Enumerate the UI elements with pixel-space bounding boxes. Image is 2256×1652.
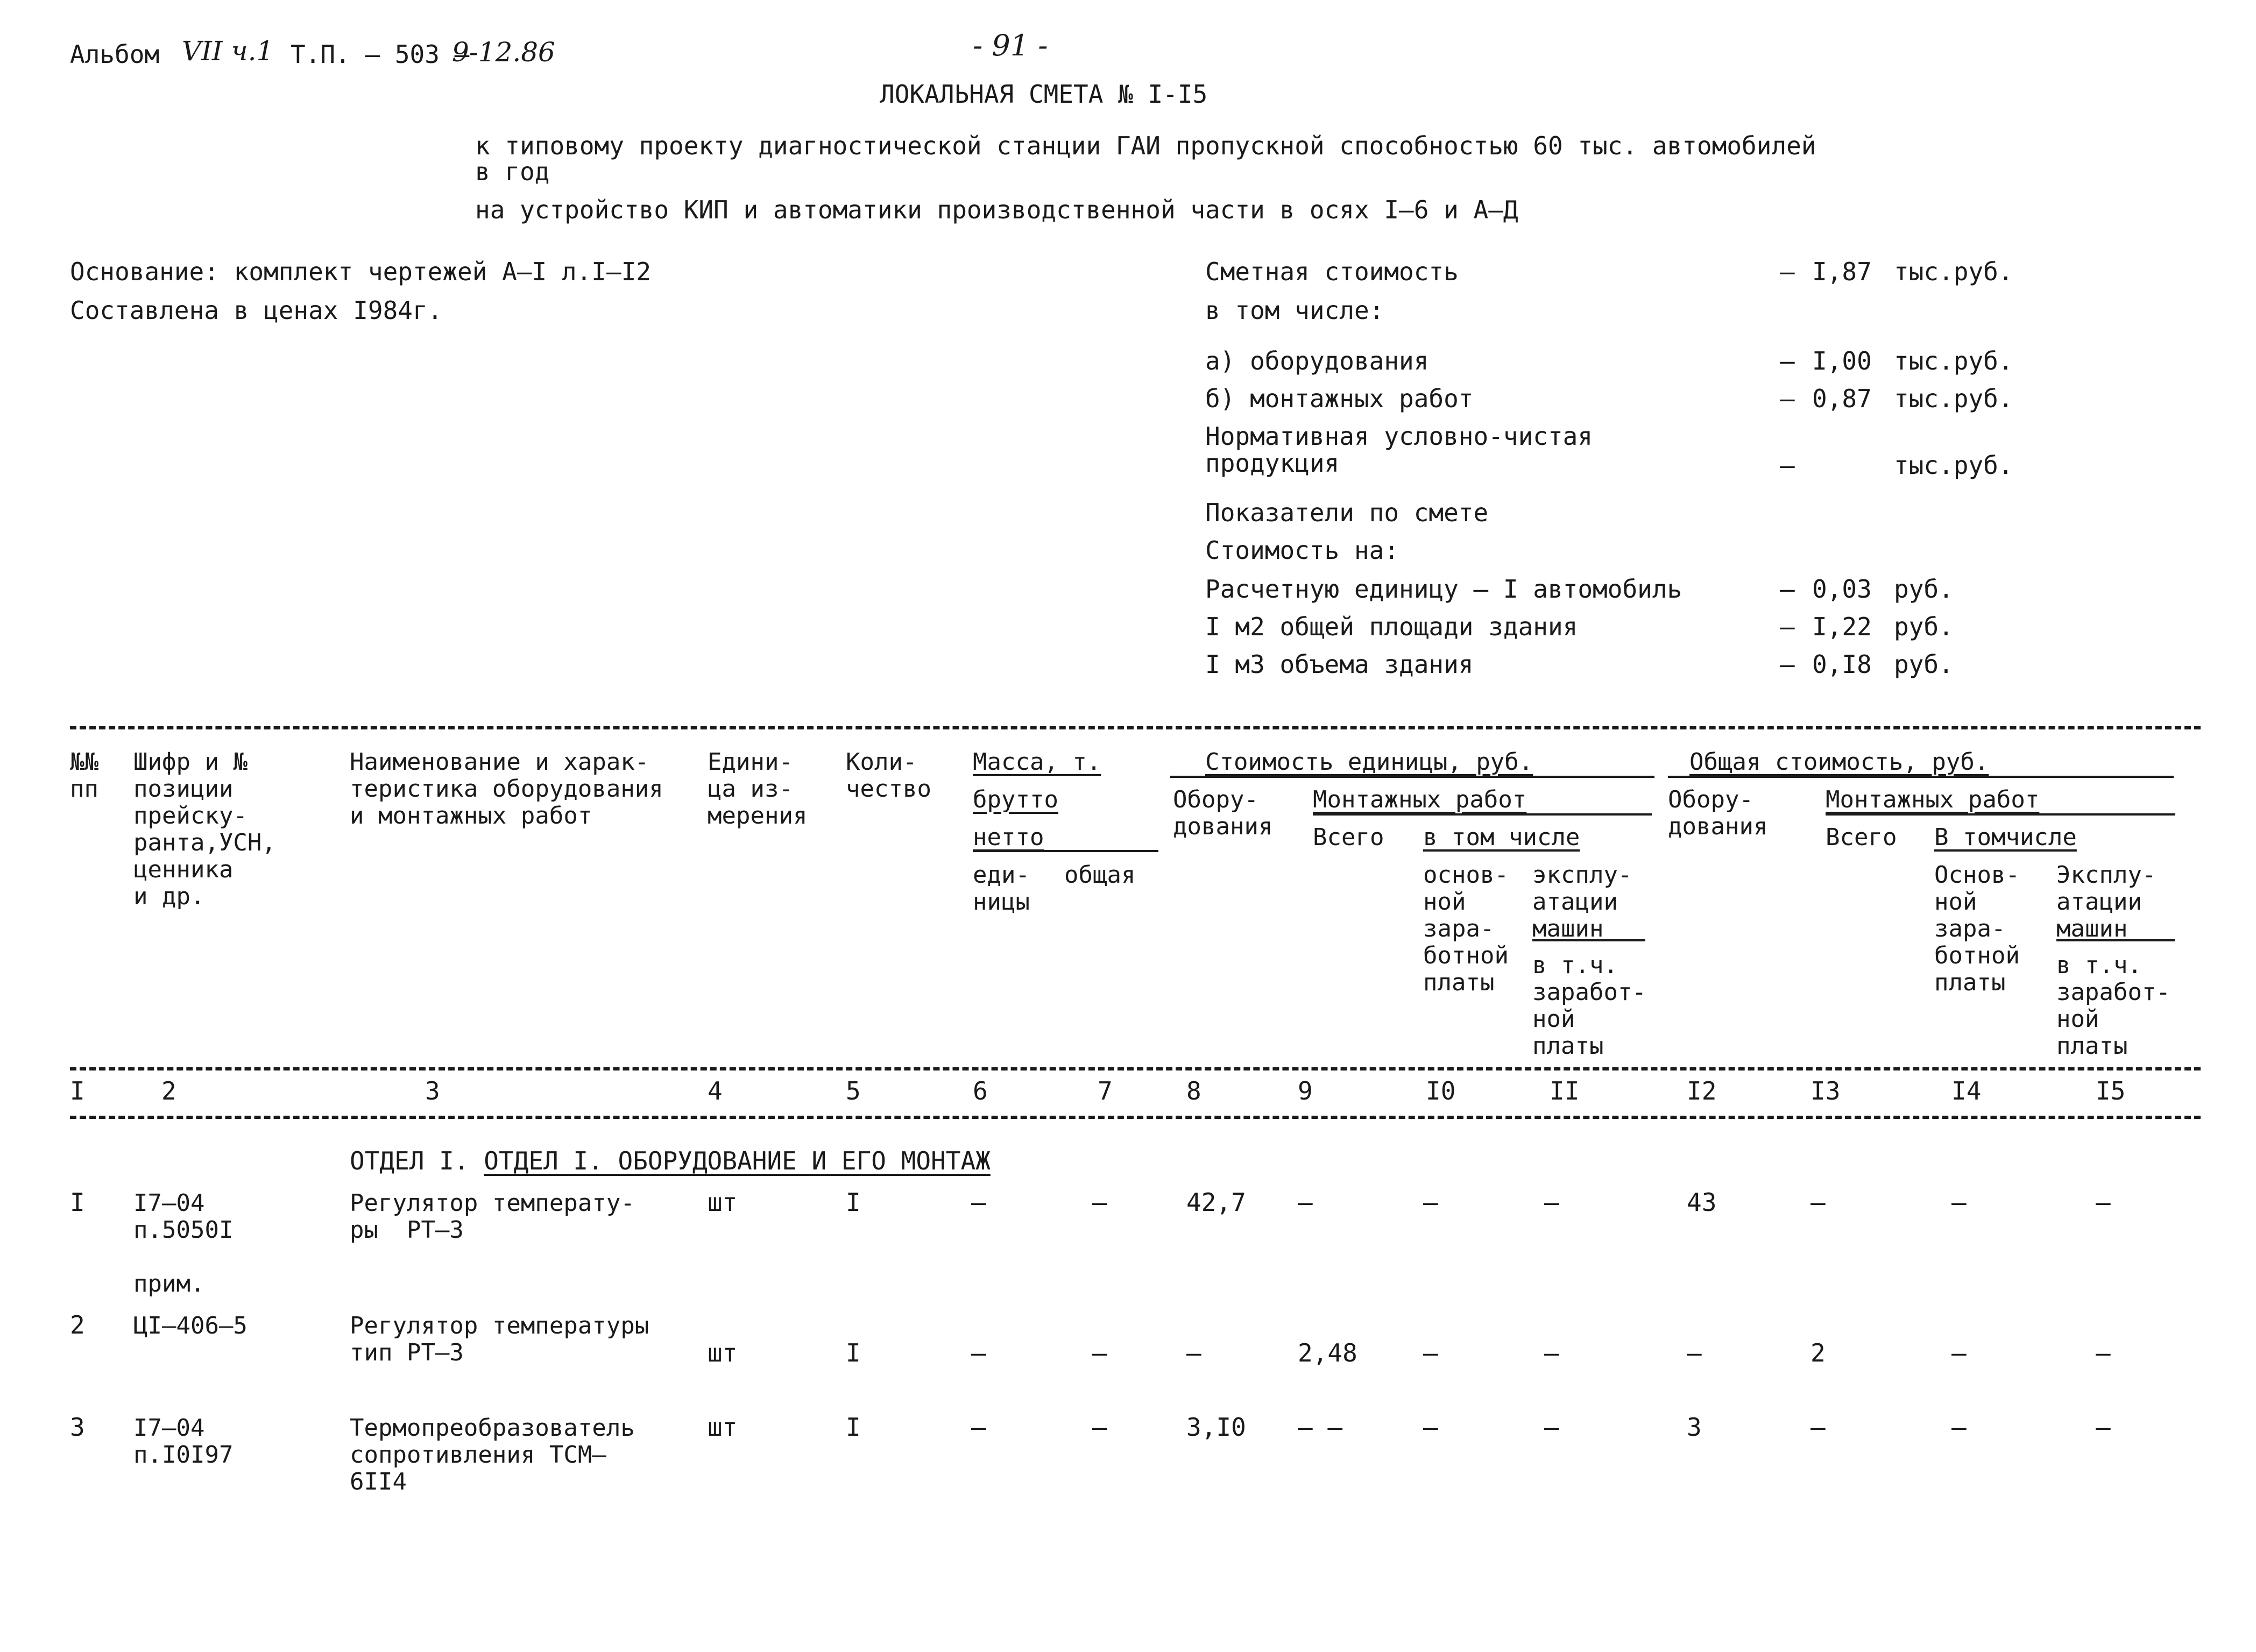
row-machines-total: – <box>2096 1413 2111 1442</box>
column-number: I5 <box>2096 1076 2126 1105</box>
row-base-pay-total: – <box>1951 1413 1967 1442</box>
column-number: I3 <box>1811 1076 1841 1105</box>
mounting-rule <box>1313 813 1652 816</box>
row-quantity: I <box>846 1338 861 1367</box>
row-number: 2 <box>70 1310 85 1339</box>
row-machines-total: – <box>2096 1188 2111 1217</box>
header-netto: нетто <box>973 824 1044 851</box>
row-code: I7–04 п.I0I97 <box>133 1414 234 1469</box>
summary-unit: руб. <box>1894 612 1954 641</box>
summary-label: Расчетную единицу – I автомобиль <box>1205 575 1682 604</box>
row-base-pay: – <box>1423 1338 1438 1367</box>
column-number: 4 <box>708 1076 723 1105</box>
column-number: 9 <box>1298 1076 1313 1105</box>
row-mounting-total: – <box>1811 1413 1826 1442</box>
row-mass-unit: – <box>971 1338 986 1367</box>
project-line-1: к типовому проекту диагностической станции ГАИ пропускной способностью 60 тыс. автомобилей <box>475 131 1816 160</box>
row-mass-total: – <box>1092 1188 1107 1217</box>
summary-label: а) оборудования <box>1205 346 1429 375</box>
header-mounting: Монтажных работ <box>1313 786 1527 813</box>
header-base-pay: основ- ной зара- ботной платы <box>1423 861 1509 996</box>
row-base-pay-total: – <box>1951 1338 1967 1367</box>
summary-dash: – <box>1780 451 1795 480</box>
row-mounting-total: – <box>1811 1188 1826 1217</box>
header-mass-unit: еди- ницы <box>973 861 1030 916</box>
row-mass-unit: – <box>971 1188 986 1217</box>
row-base-pay-total: – <box>1951 1188 1967 1217</box>
column-number: 7 <box>1098 1076 1113 1105</box>
row-equipment-total: – <box>1687 1338 1702 1367</box>
header-base-pay-total: Основ- ной зара- ботной платы <box>1934 861 2020 996</box>
row-number: 3 <box>70 1413 85 1442</box>
mounting-total-rule <box>1826 813 2175 816</box>
summary-label: б) монтажных работ <box>1205 384 1474 413</box>
summary-unit: тыс.руб. <box>1894 257 2013 286</box>
column-number: I0 <box>1426 1076 1456 1105</box>
summary-value: 0,87 <box>1812 384 1872 413</box>
document-title: ЛОКАЛЬНАЯ СМЕТА № I-I5 <box>880 80 1208 109</box>
summary-label: в том числе: <box>1205 296 1384 325</box>
album-label: Альбом <box>70 40 160 69</box>
row-machines-total: – <box>2096 1338 2111 1367</box>
row-equipment-total: 3 <box>1687 1413 1702 1442</box>
summary-label: Сметная стоимость <box>1205 257 1459 286</box>
header-total-cost: Общая стоимость, руб. <box>1689 748 1989 776</box>
row-base-pay: – <box>1423 1413 1438 1442</box>
header-unit-cost: Стоимость единицы, руб. <box>1205 748 1533 776</box>
mass-rule <box>973 850 1158 852</box>
header-mass: Масса, т. <box>973 748 1101 776</box>
summary-label: I м3 объема здания <box>1205 650 1474 679</box>
total-cost-rule <box>1668 776 2174 778</box>
summary-unit: руб. <box>1894 575 1954 604</box>
row-equipment-cost: 42,7 <box>1186 1188 1246 1217</box>
header-brutto: брутто <box>973 786 1058 813</box>
header-equipment-total: Обору- дования <box>1668 786 1768 840</box>
row-equipment-total: 43 <box>1687 1188 1717 1217</box>
header-code: Шифр и № позиции прейску- ранта,УСН, ценника и др. <box>133 748 276 910</box>
section-heading: ОТДЕЛ I. ОТДЕЛ I. ОБОРУДОВАНИЕ И ЕГО МОНТАЖ <box>350 1146 991 1175</box>
row-mass-total: – <box>1092 1338 1107 1367</box>
unit-cost-rule <box>1170 776 1654 778</box>
row-machines: – <box>1544 1188 1559 1217</box>
header-machines: эксплу- атации машин <box>1532 861 1632 942</box>
summary-unit: тыс.руб. <box>1894 451 2013 480</box>
row-code: ЦI–406–5 <box>133 1312 247 1339</box>
header-mass-total: общая <box>1064 861 1136 889</box>
row-machines: – <box>1544 1338 1559 1367</box>
column-number: I <box>70 1076 85 1105</box>
standard-project-code: Т.П. – 503 – <box>291 40 470 69</box>
row-quantity: I <box>846 1413 861 1442</box>
basis-text: Основание: комплект чертежей А–I л.I–I2 <box>70 257 652 286</box>
summary-label: I м2 общей площади здания <box>1205 612 1578 641</box>
project-line-2: в год <box>475 157 550 186</box>
prices-text: Составлена в ценах I984г. <box>70 296 443 325</box>
column-number: I2 <box>1687 1076 1717 1105</box>
column-number: II <box>1550 1076 1580 1105</box>
summary-unit: руб. <box>1894 650 1954 679</box>
summary-dash: – <box>1780 650 1795 679</box>
row-mass-unit: – <box>971 1413 986 1442</box>
summary-label: Показатели по смете <box>1205 498 1489 527</box>
header-including-pay: в т.ч. заработ- ной платы <box>1532 952 1646 1060</box>
summary-unit: тыс.руб. <box>1894 384 2013 413</box>
header-bottom-rule <box>70 1067 2201 1070</box>
summary-dash: – <box>1780 257 1795 286</box>
row-quantity: I <box>846 1188 861 1217</box>
summary-unit: тыс.руб. <box>1894 346 2013 375</box>
row-mounting-cost: 2,48 <box>1298 1338 1357 1367</box>
section-heading-text: ОТДЕЛ I. ОБОРУДОВАНИЕ И ЕГО МОНТАЖ <box>484 1146 991 1175</box>
header-including-pay-total: в т.ч. заработ- ной платы <box>2056 952 2170 1060</box>
header-mounting-total: Монтажных работ <box>1826 786 2040 813</box>
header-unit: Едини- ца из- мерения <box>708 748 808 829</box>
album-number: VII ч.1 <box>182 36 274 67</box>
machines-rule <box>1532 939 1645 941</box>
summary-dash: – <box>1780 346 1795 375</box>
column-number: 2 <box>161 1076 176 1105</box>
summary-dash: – <box>1780 612 1795 641</box>
row-unit: шт <box>708 1338 738 1367</box>
row-mounting-total: 2 <box>1811 1338 1826 1367</box>
row-code: I7–04 п.5050I прим. <box>133 1189 234 1298</box>
header-total: Всего <box>1313 824 1384 851</box>
machines-total-rule <box>2056 939 2175 941</box>
row-mounting-cost: – – <box>1298 1413 1343 1442</box>
row-equipment-cost: – <box>1186 1338 1201 1367</box>
page-number: - 91 - <box>973 29 1048 62</box>
row-unit: шт <box>708 1413 738 1442</box>
summary-label: продукция <box>1205 449 1340 478</box>
summary-label: Нормативная условно-чистая <box>1205 422 1593 451</box>
row-name: Регулятор температуры тип РТ–3 <box>350 1312 649 1366</box>
column-number: 8 <box>1186 1076 1201 1105</box>
row-machines: – <box>1544 1413 1559 1442</box>
header-total-all: Всего <box>1826 824 1897 851</box>
row-mounting-cost: – <box>1298 1188 1313 1217</box>
row-name: Регулятор температу- ры РТ–3 <box>350 1189 635 1244</box>
summary-value: I,87 <box>1812 257 1872 286</box>
row-mass-total: – <box>1092 1413 1107 1442</box>
column-number: 5 <box>846 1076 861 1105</box>
header-row-number: №№ пп <box>70 748 98 803</box>
row-base-pay: – <box>1423 1188 1438 1217</box>
row-name: Термопреобразователь сопротивления ТСМ– 6II4 <box>350 1414 635 1495</box>
summary-value: 0,I8 <box>1812 650 1872 679</box>
summary-value: I,22 <box>1812 612 1872 641</box>
row-unit: шт <box>708 1188 738 1217</box>
column-number: I4 <box>1951 1076 1982 1105</box>
column-number: 3 <box>425 1076 440 1105</box>
table-top-rule <box>70 726 2201 729</box>
header-including: в том числе <box>1423 824 1580 851</box>
column-number: 6 <box>973 1076 988 1105</box>
col-numbers-rule <box>70 1116 2201 1119</box>
header-machines-total: Эксплу- атации машин <box>2056 861 2156 942</box>
header-equipment: Обору- дования <box>1173 786 1273 840</box>
row-number: I <box>70 1188 85 1217</box>
summary-dash: – <box>1780 575 1795 604</box>
summary-value: 0,03 <box>1812 575 1872 604</box>
row-equipment-cost: 3,I0 <box>1186 1413 1246 1442</box>
standard-project-number: 9-12.86 <box>452 37 555 68</box>
project-line-3: на устройство КИП и автоматики производственной части в осях I–6 и А–Д <box>475 195 1518 224</box>
header-including-total: В томчисле <box>1934 824 2077 851</box>
summary-dash: – <box>1780 384 1795 413</box>
summary-value: I,00 <box>1812 346 1872 375</box>
header-quantity: Коли- чество <box>846 748 931 803</box>
summary-label: Стоимость на: <box>1205 536 1399 565</box>
header-name: Наименование и харак- теристика оборудования и монтажных работ <box>350 748 663 829</box>
